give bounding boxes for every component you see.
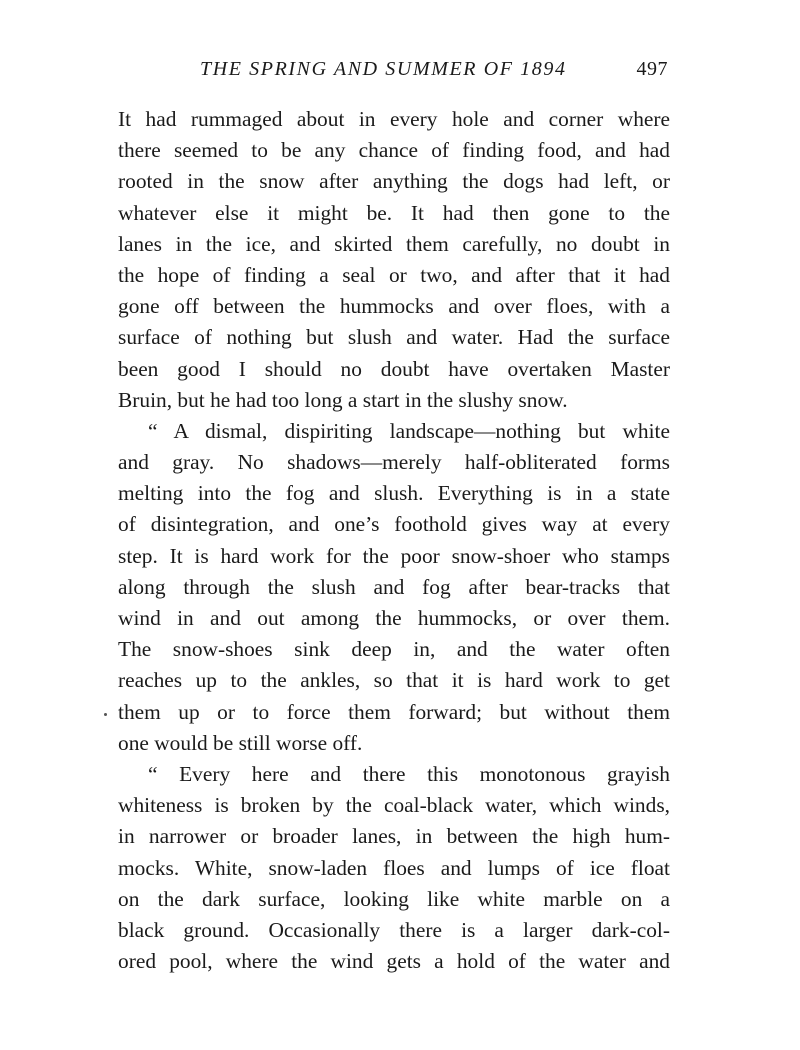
text-line: surface of nothing but slush and water. Had the surface: [118, 325, 670, 350]
text-line: “ A dismal, dispiriting landscape—nothing but white: [148, 418, 670, 443]
text-line: gone off between the hummocks and over floes, with a: [118, 294, 670, 319]
text-line: It had rummaged about in every hole and corner where: [118, 107, 670, 131]
body-text: [118, 104, 670, 977]
text-line: in narrower or broader lanes, in between the high hum-: [118, 824, 670, 849]
page-number: 497: [636, 58, 668, 80]
text-line: mocks. White, snow-laden floes and lumps of ice float: [118, 855, 670, 880]
text-line: been good I should no doubt have overtaken Master: [118, 356, 670, 381]
text-line: step. It is hard work for the poor snow-shoer who stamps: [118, 543, 670, 568]
text-line: wind in and out among the hummocks, or over them.: [118, 606, 670, 630]
text-line: and gray. No shadows—merely half-obliterated forms: [118, 450, 670, 475]
paragraph-2: [118, 416, 670, 759]
text-line: The snow-shoes sink deep in, and the water often: [118, 637, 670, 662]
text-line: “ Every here and there this monotonous grayish: [148, 761, 670, 786]
text-line: on the dark surface, looking like white marble on a: [118, 886, 670, 911]
text-line: them up or to force them forward; but without them: [118, 699, 670, 724]
text-line: reaches up to the ankles, so that it is hard work to get: [118, 668, 670, 693]
text-line: whiteness is broken by the coal-black water, which winds,: [118, 793, 670, 818]
paragraph-1: [118, 104, 670, 416]
text-line: one would be still worse off.: [118, 730, 363, 755]
running-head: [118, 58, 670, 88]
text-line: lanes in the ice, and skirted them carefully, no doubt in: [118, 231, 670, 256]
text-line: rooted in the snow after anything the dogs had left, or: [118, 169, 670, 194]
running-title: THE SPRING AND SUMMER OF 1894: [200, 58, 567, 80]
text-line: Bruin, but he had too long a start in the slushy snow.: [118, 387, 568, 412]
text-line: black ground. Occasionally there is a larger dark-col-: [118, 917, 670, 942]
paragraph-3: [118, 759, 670, 977]
text-line: the hope of finding a seal or two, and after that it had: [118, 262, 670, 287]
text-line: ored pool, where the wind gets a hold of the water and: [118, 949, 670, 974]
text-line: of disintegration, and one’s foothold gives way at every: [118, 512, 670, 537]
text-line: melting into the fog and slush. Everything is in a state: [118, 481, 670, 506]
text-line: along through the slush and fog after bear-tracks that: [118, 574, 670, 599]
margin-dot: [104, 713, 107, 716]
text-line: there seemed to be any chance of finding food, and had: [118, 138, 670, 163]
text-line: whatever else it might be. It had then gone to the: [118, 200, 670, 225]
